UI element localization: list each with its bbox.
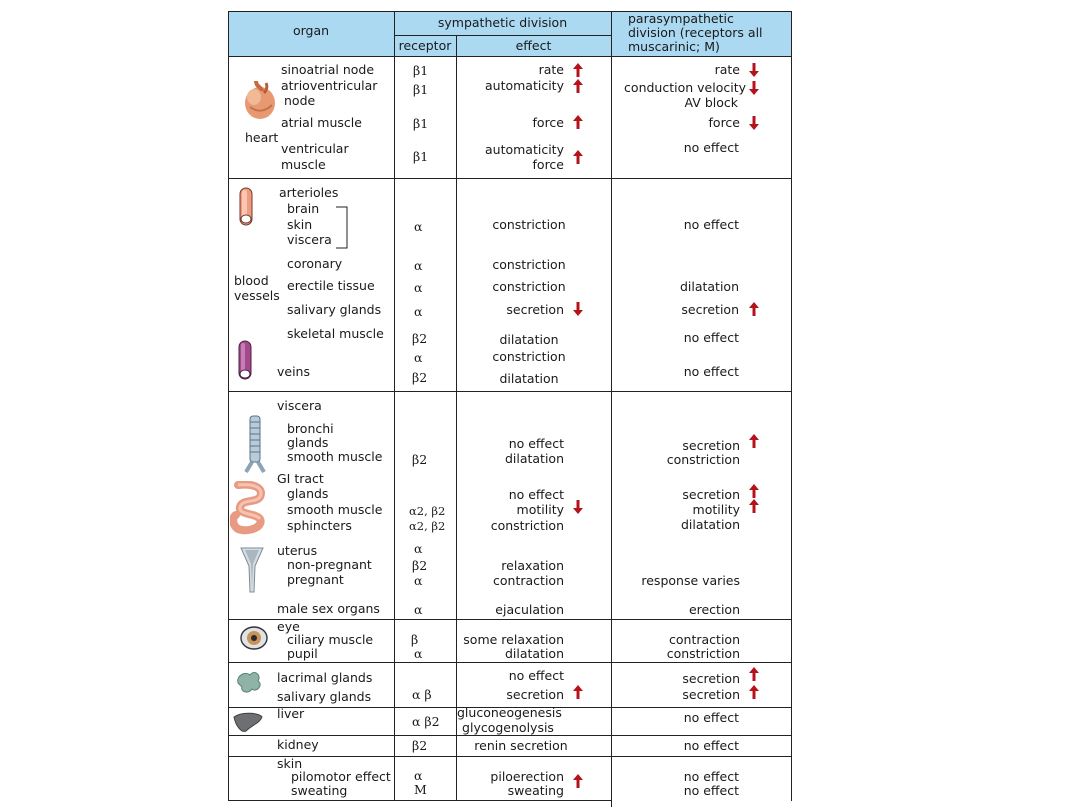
arrow-up-icon — [573, 79, 583, 93]
ske-receptor: β2 — [412, 331, 428, 346]
ciliary-muscle: ciliary muscle — [287, 632, 374, 647]
arrow-down-icon — [749, 81, 759, 95]
header-sympathetic: sympathetic division — [437, 15, 568, 30]
gi-glands: glands — [287, 486, 329, 501]
liver-icon — [232, 711, 264, 733]
autonomic-effects-table — [228, 11, 792, 807]
gism-effect: motility — [516, 502, 564, 517]
veins: veins — [277, 364, 310, 379]
pr-receptor: α — [414, 573, 423, 588]
viscera-title: viscera — [277, 398, 322, 413]
gisp-para: dilatation — [680, 517, 740, 532]
sal-effect: secretion — [506, 302, 564, 317]
pilo-effect: piloerection — [490, 769, 564, 784]
sa-para: rate — [714, 62, 740, 77]
bsv-receptor: α — [414, 219, 423, 234]
av-para-2: AV block — [684, 95, 738, 110]
gigl-effect: no effect — [508, 487, 564, 502]
viscera-vessel: viscera — [287, 232, 332, 247]
sal-gland-para: secretion — [682, 687, 740, 702]
gland-icon — [234, 667, 264, 697]
header-parasympathetic-2: division (receptors all — [628, 25, 763, 40]
erectile-tissue: erectile tissue — [287, 278, 375, 293]
pilomotor-effect: pilomotor effect — [291, 769, 391, 784]
eye-title: eye — [277, 619, 300, 634]
arrow-up-icon — [749, 685, 759, 699]
bronchi-smooth-muscle: smooth muscle — [287, 449, 383, 464]
atrioventricular: atrioventricular — [281, 78, 378, 93]
bronchi: bronchi — [287, 421, 334, 436]
cil-receptor: β — [411, 632, 419, 647]
bsv-para: no effect — [683, 217, 739, 232]
atrioventricular-node: node — [284, 93, 316, 108]
skin: skin — [287, 217, 313, 232]
arrow-up-icon — [749, 434, 759, 448]
vein-receptor-1: α — [414, 350, 423, 365]
ske-para: no effect — [683, 330, 739, 345]
ven-effect-1: automaticity — [485, 142, 564, 157]
pup-receptor: α — [414, 646, 423, 661]
gism-receptor: α2, β2 — [409, 504, 446, 518]
row-divider-heart — [228, 178, 792, 179]
border-bottom — [228, 800, 611, 801]
salivary-glands-vessel: salivary glands — [287, 302, 382, 317]
arrow-up-icon — [749, 499, 759, 513]
skin-title: skin — [277, 756, 303, 771]
bsm-receptor: β2 — [412, 452, 428, 467]
non-pregnant: non-pregnant — [287, 557, 372, 572]
heart-icon — [240, 77, 280, 123]
pr-effect: contraction — [493, 573, 564, 588]
bronchi-glands: glands — [287, 435, 329, 450]
arrow-up-icon — [749, 302, 759, 316]
bsv-effect: constriction — [492, 217, 566, 232]
brain: brain — [287, 201, 320, 216]
ere-receptor: α — [414, 280, 423, 295]
gi-sphincters: sphincters — [287, 518, 352, 533]
bsm-para: constriction — [666, 452, 740, 467]
pupil: pupil — [287, 646, 318, 661]
ventricular-muscle: muscle — [281, 157, 326, 172]
sweat-receptor: M — [414, 782, 427, 797]
subheader-line — [394, 35, 611, 36]
kidney: kidney — [277, 737, 319, 752]
gi-smooth-muscle: smooth muscle — [287, 502, 383, 517]
header-effect: effect — [515, 38, 552, 53]
blood-label: blood — [234, 273, 269, 288]
gism-para: motility — [692, 502, 740, 517]
ere-effect: constriction — [492, 279, 566, 294]
sa-receptor: β1 — [413, 63, 429, 78]
lacrimal-glands: lacrimal glands — [277, 670, 373, 685]
male-receptor: α — [414, 602, 423, 617]
sal-gland-receptor: α β — [412, 687, 432, 702]
arrow-up-icon — [573, 63, 583, 77]
sweat-effect: sweating — [507, 783, 564, 798]
pilo-para: no effect — [683, 769, 739, 784]
sweat-para: no effect — [683, 783, 739, 798]
arterioles: arterioles — [279, 185, 339, 200]
ven-effect-2: force — [532, 157, 564, 172]
row-divider-liver — [228, 735, 792, 736]
sal-para: secretion — [681, 302, 739, 317]
arrow-up-icon — [573, 115, 583, 129]
liver: liver — [277, 706, 305, 721]
gigl-para: secretion — [682, 487, 740, 502]
vein-receptor-2: β2 — [412, 370, 428, 385]
cor-receptor: α — [414, 258, 423, 273]
bsm-effect: dilatation — [504, 451, 564, 466]
male-sex-organs: male sex organs — [277, 601, 380, 616]
arrow-up-icon — [573, 774, 583, 788]
arrow-down-icon — [573, 500, 583, 514]
row-divider-viscera — [228, 619, 792, 620]
ut-para: response varies — [641, 573, 740, 588]
pup-effect: dilatation — [504, 646, 564, 661]
header-receptor: receptor — [398, 38, 452, 53]
ske-effect: dilatation — [499, 332, 559, 347]
pregnant: pregnant — [287, 572, 344, 587]
skeletal-muscle: skeletal muscle — [287, 326, 384, 341]
kidney-receptor: β2 — [412, 738, 428, 753]
arrow-up-icon — [749, 484, 759, 498]
kidney-para: no effect — [683, 738, 739, 753]
uterus-icon — [240, 546, 264, 596]
bgl-para: secretion — [682, 438, 740, 453]
gisp-effect: constriction — [490, 518, 564, 533]
arrow-down-icon — [749, 116, 759, 130]
vein-para: no effect — [683, 364, 739, 379]
border-right — [791, 11, 792, 801]
col-divider-receptor — [394, 11, 395, 801]
bracket — [335, 206, 349, 250]
sinoatrial-node: sinoatrial node — [281, 62, 375, 77]
vessels-label: vessels — [234, 288, 280, 303]
artery-icon — [238, 187, 254, 227]
np-effect: relaxation — [501, 558, 564, 573]
uterus: uterus — [277, 543, 318, 558]
arrow-up-icon — [573, 685, 583, 699]
vein-effect-1: constriction — [492, 349, 566, 364]
row-divider-eye — [228, 662, 792, 663]
heart-label: heart — [245, 130, 279, 145]
sa-effect: rate — [538, 62, 564, 77]
pup-para: constriction — [666, 646, 740, 661]
ven-para: no effect — [683, 140, 739, 155]
lac-effect: no effect — [508, 668, 564, 683]
bgl-effect: no effect — [508, 436, 564, 451]
arrow-up-icon — [573, 150, 583, 164]
row-divider-kidney — [228, 756, 792, 757]
vein-icon — [238, 340, 252, 381]
male-effect: ejaculation — [495, 602, 564, 617]
header-organ: organ — [292, 23, 330, 38]
atrial-para: force — [708, 115, 740, 130]
lac-para: secretion — [682, 671, 740, 686]
arrow-down-icon — [749, 63, 759, 77]
cil-effect: some relaxation — [463, 632, 564, 647]
liver-effect-1: gluconeogenesis — [457, 705, 562, 720]
ventricular: ventricular — [281, 141, 349, 156]
liver-receptor: α β2 — [412, 714, 440, 729]
liver-para: no effect — [683, 710, 739, 725]
atrial-muscle: atrial muscle — [281, 115, 362, 130]
ere-para: dilatation — [679, 279, 739, 294]
row-divider-vessels — [228, 391, 792, 392]
male-para: erection — [688, 602, 740, 617]
header-parasympathetic-3: muscarinic; M) — [628, 39, 720, 54]
gisp-receptor: α2, β2 — [409, 519, 446, 533]
cor-effect: constriction — [492, 257, 566, 272]
pilo-receptor: α — [414, 768, 423, 783]
header-bottom-line — [228, 56, 792, 57]
sal-gland-effect: secretion — [506, 687, 564, 702]
header-parasympathetic-1: parasympathetic — [628, 11, 734, 26]
salivary-glands: salivary glands — [277, 689, 372, 704]
np-receptor: β2 — [412, 558, 428, 573]
coronary: coronary — [287, 256, 343, 271]
intestine-icon — [230, 481, 270, 535]
sal-receptor: α — [414, 304, 423, 319]
atrial-receptor: β1 — [413, 116, 429, 131]
gi-tract: GI tract — [277, 471, 324, 486]
eye-icon — [240, 626, 268, 650]
av-effect: automaticity — [485, 78, 564, 93]
cil-para: contraction — [669, 632, 740, 647]
vein-effect-2: dilatation — [499, 371, 559, 386]
sweating: sweating — [291, 783, 348, 798]
ven-receptor: β1 — [413, 149, 429, 164]
arrow-up-icon — [749, 667, 759, 681]
ut-receptor: α — [414, 541, 423, 556]
border-left — [228, 11, 229, 801]
kidney-effect: renin secretion — [474, 738, 568, 753]
av-receptor: β1 — [413, 82, 429, 97]
bronchi-icon — [244, 414, 266, 474]
av-para-1: conduction velocity — [624, 80, 746, 95]
atrial-effect: force — [532, 115, 564, 130]
arrow-down-icon — [573, 302, 583, 316]
liver-effect-2: glycogenolysis — [462, 720, 554, 735]
